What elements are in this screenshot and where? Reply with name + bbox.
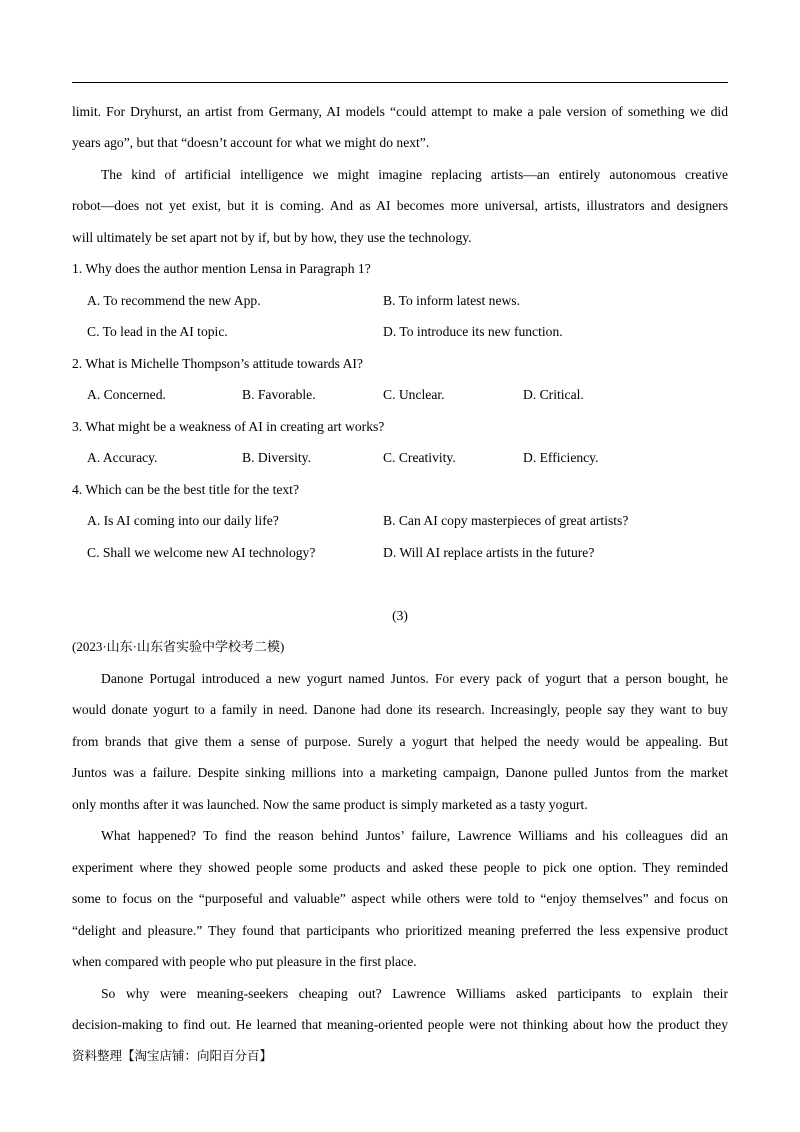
passage-line: robot—does not yet exist, but it is coming. And as AI becomes more universal, artists, illustrators and designers [72,198,728,213]
question-1-option-c[interactable]: C. To lead in the AI topic. [87,324,228,339]
passage-line: So why were meaning-seekers cheaping out? Lawrence Williams asked participants to explain their [101,986,728,1001]
passage-line: The kind of artificial intelligence we might imagine replacing artists—an entirely autonomous creative [101,167,728,182]
question-3-option-c[interactable]: C. Creativity. [383,450,456,465]
passage-line: Juntos was a failure. Despite sinking millions into a marketing campaign, Danone pulled Juntos from the market [72,765,728,780]
passage-line: What happened? To find the reason behind Juntos’ failure, Lawrence Williams and his colleagues did an [101,828,728,843]
passage-line: Danone Portugal introduced a new yogurt named Juntos. For every pack of yogurt that a person bought, he [101,671,728,686]
question-4-option-c[interactable]: C. Shall we welcome new AI technology? [87,545,316,560]
question-4-option-a[interactable]: A. Is AI coming into our daily life? [87,513,279,528]
header-rule [72,82,728,83]
question-4-option-b[interactable]: B. Can AI copy masterpieces of great artists? [383,513,629,528]
question-3-stem: 3. What might be a weakness of AI in creating art works? [72,419,385,434]
footer-note: 资料整理【淘宝店铺：向阳百分百】 [72,1048,273,1063]
passage-line: would donate yogurt to a family in need. Danone had done its research. Increasingly, people say they want to buy [72,702,728,717]
question-3-option-b[interactable]: B. Diversity. [242,450,311,465]
passage-line: limit. For Dryhurst, an artist from Germany, AI models “could attempt to make a pale version of something we did [72,104,728,119]
passage-line: experiment where they showed people some products and asked these people to pick one option. They reminded [72,860,728,875]
question-4-option-d[interactable]: D. Will AI replace artists in the future? [383,545,595,560]
section-number: (3) [392,608,408,623]
question-4-stem: 4. Which can be the best title for the text? [72,482,299,497]
section-source: (2023·山东·山东省实验中学校考二模) [72,639,285,654]
question-1-stem: 1. Why does the author mention Lensa in Paragraph 1? [72,261,371,276]
question-2-option-b[interactable]: B. Favorable. [242,387,316,402]
passage-line: when compared with people who put pleasure in the first place. [72,954,417,969]
passage-line: decision-making to find out. He learned that meaning-oriented people were not thinking about how the product they [72,1017,728,1032]
question-2-stem: 2. What is Michelle Thompson’s attitude towards AI? [72,356,363,371]
question-2-option-d[interactable]: D. Critical. [523,387,584,402]
question-2-option-c[interactable]: C. Unclear. [383,387,445,402]
question-3-option-d[interactable]: D. Efficiency. [523,450,599,465]
question-3-option-a[interactable]: A. Accuracy. [87,450,158,465]
passage-line: “delight and pleasure.” They found that participants who prioritized meaning preferred the less expensive product [72,923,728,938]
question-2-option-a[interactable]: A. Concerned. [87,387,166,402]
passage-line: will ultimately be set apart not by if, but by how, they use the technology. [72,230,472,245]
question-1-option-d[interactable]: D. To introduce its new function. [383,324,563,339]
passage-line: some to focus on the “purposeful and valuable” aspect while others were told to “enjoy themselves” and focus on [72,891,728,906]
passage-line: only months after it was launched. Now the same product is simply marketed as a tasty yogurt. [72,797,588,812]
passage-line: from brands that give them a sense of purpose. Surely a yogurt that helped the needy would be appealing. But [72,734,728,749]
question-1-option-a[interactable]: A. To recommend the new App. [87,293,261,308]
passage-line: years ago”, but that “doesn’t account for what we might do next”. [72,135,430,150]
question-1-option-b[interactable]: B. To inform latest news. [383,293,520,308]
